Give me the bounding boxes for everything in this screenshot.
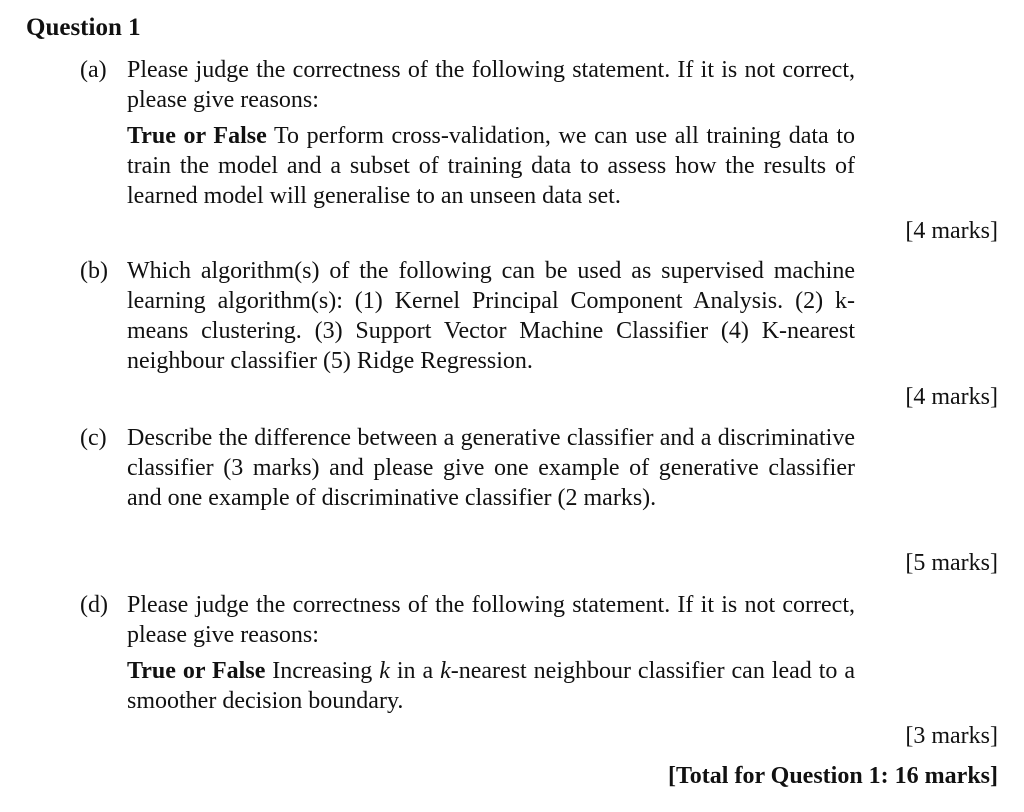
part-body-b	[127, 256, 855, 376]
part-a-marks: [4 marks]	[905, 218, 998, 244]
part-label-a: (a)	[80, 57, 107, 83]
part-d-statement-post: -nearest neighbour classifier can lead to a smoother decision boundary.	[127, 658, 856, 714]
question-total-marks: [Total for Question 1: 16 marks]	[668, 763, 998, 789]
part-label-d: (d)	[80, 592, 108, 618]
part-d-marks: [3 marks]	[905, 723, 998, 749]
part-label-c: (c)	[80, 425, 107, 451]
part-body-c	[127, 423, 855, 513]
part-c-text: Describe the difference between a generative classifier and a discriminative classifier (3 marks) and please give one example of generative classifier and one example of discriminative classifier (2 marks).	[127, 425, 855, 511]
part-b-marks: [4 marks]	[905, 384, 998, 410]
part-d-variable-k: k	[379, 658, 390, 684]
part-d-statement-mid: in a	[389, 658, 441, 684]
part-body-a	[127, 55, 855, 211]
part-a-statement	[127, 121, 855, 211]
part-a-intro: Please judge the correctness of the following statement. If it is not correct, please give reasons:	[127, 57, 855, 113]
part-d-true-false-label: True or False	[127, 658, 266, 684]
part-a-statement-text: To perform cross-validation, we can use all training data to train the model and a subset of training data to assess how the results of learned model will generalise to an unseen data set.	[127, 123, 855, 209]
part-d-statement	[127, 656, 855, 716]
part-d-statement-pre: Increasing	[265, 658, 380, 684]
part-c-marks: [5 marks]	[905, 550, 998, 576]
part-d-variable-k-2: k	[440, 658, 451, 684]
part-a-true-false-label: True or False	[127, 123, 267, 149]
part-d-intro: Please judge the correctness of the following statement. If it is not correct, please give reasons:	[127, 592, 855, 648]
part-body-d	[127, 590, 855, 716]
part-label-b: (b)	[80, 258, 108, 284]
part-b-text: Which algorithm(s) of the following can be used as supervised machine learning algorithm(s): (1) Kernel Principal Component Analysis. (2) k-means clustering. (3) Support Vector Machine Classifier (4) K-nearest neighbour classifier (5) Ridge Regression.	[127, 258, 855, 374]
question-title: Question 1	[26, 14, 141, 41]
